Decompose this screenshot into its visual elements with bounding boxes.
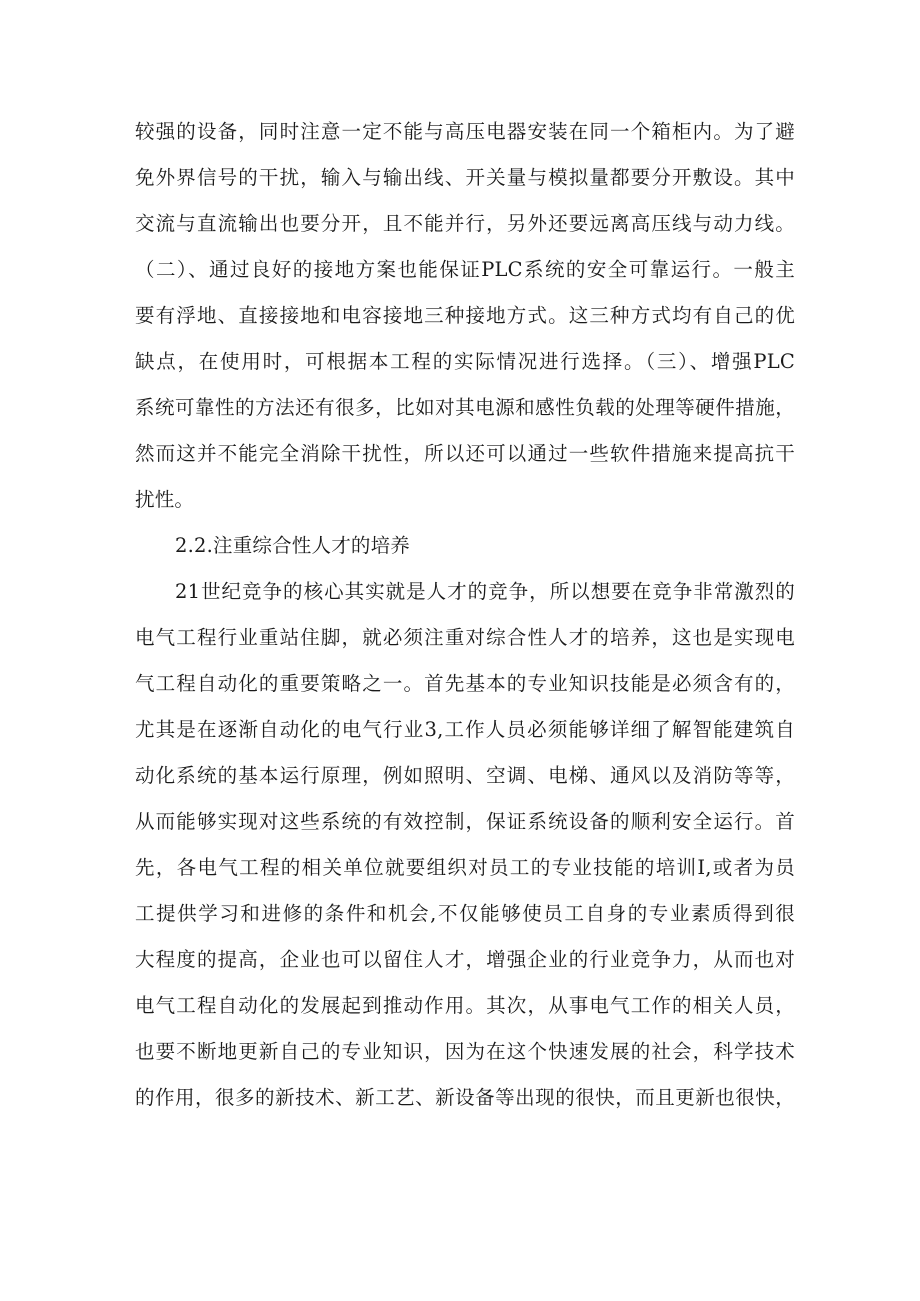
text-line: 工提供学习和进修的条件和机会,不仅能够使员工自身的专业素质得到很 — [135, 902, 795, 925]
text-line: 大程度的提高，企业也可以留住人才，增强企业的行业竞争力，从而也对 — [135, 948, 795, 971]
text-line: 21世纪竞争的核心其实就是人才的竞争，所以想要在竞争非常激烈的 — [175, 580, 795, 603]
text-line: 缺点，在使用时，可根据本工程的实际情况进行选择。（三）、增强PLC — [135, 350, 795, 373]
text-line: 交流与直流输出也要分开，且不能并行，另外还要远离高压线与动力线。 — [135, 212, 795, 235]
text-line: 电气工程自动化的发展起到推动作用。其次，从事电气工作的相关人员， — [135, 994, 795, 1017]
text-line: 也要不断地更新自己的专业知识，因为在这个快速发展的社会，科学技术 — [135, 1040, 795, 1063]
text-line: 电气工程行业重站住脚，就必须注重对综合性人才的培养，这也是实现电 — [135, 626, 795, 649]
text-line: 从而能够实现对这些系统的有效控制，保证系统设备的顺利安全运行。首 — [135, 810, 795, 833]
text-line: 要有浮地、直接接地和电容接地三种接地方式。这三种方式均有自己的优 — [135, 304, 795, 327]
text-line: 尤其是在逐渐自动化的电气行业3,工作人员必须能够详细了解智能建筑自 — [135, 718, 795, 741]
text-line: 然而这并不能完全消除干扰性，所以还可以通过一些软件措施来提高抗干 — [135, 442, 795, 465]
text-line: 的作用，很多的新技术、新工艺、新设备等出现的很快，而且更新也很快， — [135, 1086, 795, 1109]
text-line: 较强的设备，同时注意一定不能与高压电器安装在同一个箱柜内。为了避 — [135, 120, 795, 143]
text-line: 系统可靠性的方法还有很多，比如对其电源和感性负载的处理等硬件措施， — [135, 396, 795, 419]
text-line: 先，各电气工程的相关单位就要组织对员工的专业技能的培训I,或者为员 — [135, 856, 795, 879]
text-line: 扰性。 — [135, 488, 195, 511]
section-heading: 2.2.注重综合性人才的培养 — [175, 534, 411, 557]
text-line: 免外界信号的干扰，输入与输出线、开关量与模拟量都要分开敷设。其中 — [135, 166, 795, 189]
text-line: （二）、通过良好的接地方案也能保证PLC系统的安全可靠运行。一般主 — [135, 258, 795, 281]
text-line: 气工程自动化的重要策略之一。首先基本的专业知识技能是必须含有的， — [135, 672, 795, 695]
text-line: 动化系统的基本运行原理，例如照明、空调、电梯、通风以及消防等等， — [135, 764, 795, 787]
